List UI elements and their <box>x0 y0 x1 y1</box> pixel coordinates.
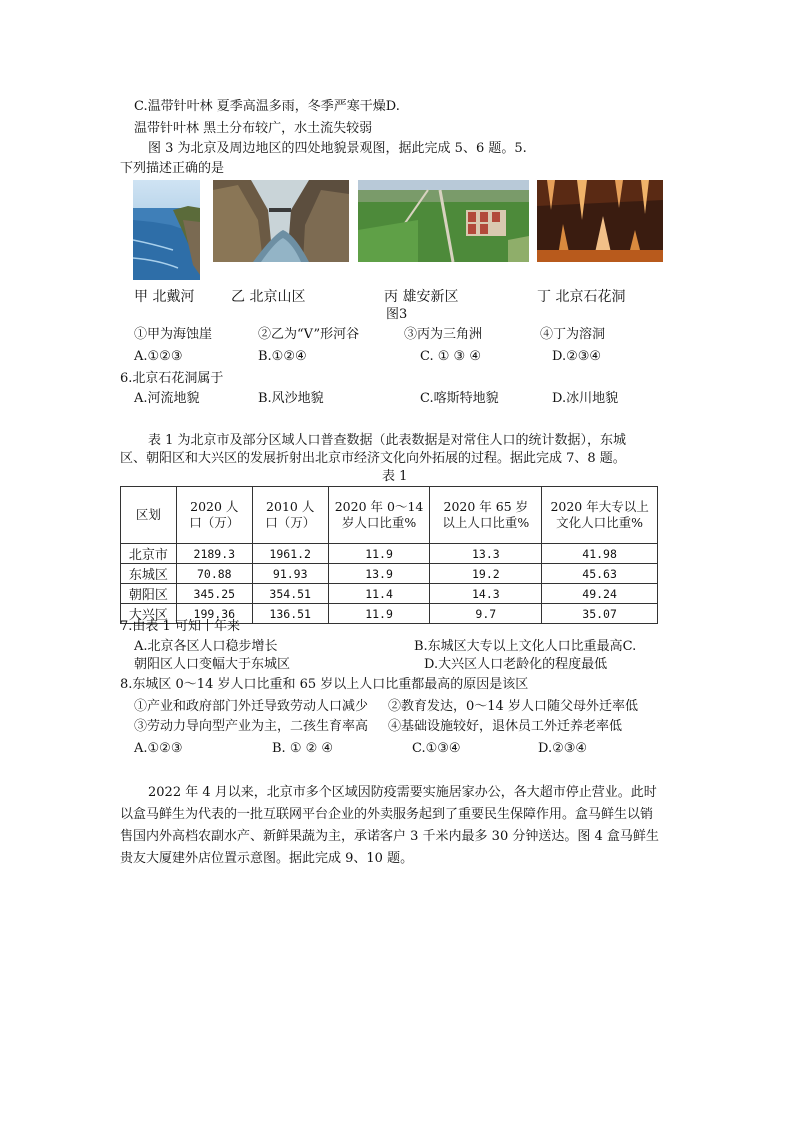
q6-option-a: A.河流地貌 <box>134 391 200 406</box>
table-cell: 朝阳区 <box>121 584 177 604</box>
q8-statement-1: ①产业和政府部门外迁导致劳动人口减少 <box>134 699 369 714</box>
q5-statement-2: ②乙为“V”形河谷 <box>258 327 360 342</box>
q7-stem: 7.由表 1 可知十年来 <box>120 619 240 634</box>
table-cell: 2189.3 <box>176 544 252 564</box>
header-age-65plus: 2020 年 65 岁以上人口比重% <box>430 487 542 544</box>
q5-option-b: B.①②④ <box>258 349 307 364</box>
q8-statement-2: ②教育发达，0～14 岁人口随父母外迁率低 <box>388 699 638 714</box>
table-cell: 14.3 <box>430 584 542 604</box>
q6-option-d: D.冰川地貌 <box>552 391 619 406</box>
table-cell: 11.9 <box>328 544 430 564</box>
q5-stem: 下列描述正确的是 <box>120 161 225 176</box>
q5-statement-3: ③丙为三角洲 <box>404 327 483 342</box>
q5-option-a: A.①②③ <box>134 349 183 364</box>
q7-option-a: A.北京各区人口稳步增长 <box>134 639 278 654</box>
table-row <box>121 544 658 564</box>
photo-label-bing: 丙 雄安新区 <box>384 289 459 305</box>
table-cell: 13.9 <box>328 564 430 584</box>
header-district: 区划 <box>121 487 177 544</box>
population-table <box>120 486 658 624</box>
q5-option-d: D.②③④ <box>552 349 602 364</box>
q8-statement-3: ③劳动力导向型产业为主，二孩生育率高 <box>134 719 369 734</box>
q8-stem: 8.东城区 0～14 岁人口比重和 65 岁以上人口比重都最高的原因是该区 <box>120 677 529 692</box>
table-cell: 49.24 <box>542 584 658 604</box>
table-cell: 11.4 <box>328 584 430 604</box>
q6-option-c: C.喀斯特地貌 <box>420 391 499 406</box>
header-college: 2020 年大专以上文化人口比重% <box>542 487 658 544</box>
table-cell: 9.7 <box>430 604 542 624</box>
table-cell: 大兴区 <box>121 604 177 624</box>
table-cell: 11.9 <box>328 604 430 624</box>
fig3-caption: 图3 <box>386 307 408 322</box>
table-cell: 136.51 <box>252 604 328 624</box>
table-cell: 东城区 <box>121 564 177 584</box>
table-cell: 45.63 <box>542 564 658 584</box>
table1-intro-line1: 表 1 为北京市及部分区域人口普查数据（此表数据是对常住人口的统计数据），东城 <box>148 433 627 448</box>
q4-option-d: 温带针叶林 黑土分布较广，水土流失较弱 <box>134 121 373 136</box>
passage-9-10: 2022 年 4 月以来，北京市多个区域因防疫需要实施居家办公，各大超市停止营业。此时以盒马鲜生为代表的一批互联网平台企业的外卖服务起到了重要民生保障作用。盒马鲜生以销售国内外高档农副水产、新鲜果蔬为主，承诺客户 3 千米内最多 30 分钟送达。图 4 盒马鲜生贵友大厦建外店位置示意图。据此完成 9、10 题。 <box>120 785 659 866</box>
photo-beidaihe <box>133 180 200 280</box>
q4-option-c: C.温带针叶林 夏季高温多雨，冬季严寒干燥D. <box>134 99 400 114</box>
table-cell: 19.2 <box>430 564 542 584</box>
photo-label-yi: 乙 北京山区 <box>231 289 306 305</box>
q6-option-b: B.风沙地貌 <box>258 391 324 406</box>
q8-option-b: B. ① ② ④ <box>272 741 334 756</box>
table-cell: 354.51 <box>252 584 328 604</box>
header-pop-2020: 2020 人口（万） <box>176 487 252 544</box>
fig3-intro: 图 3 为北京及周边地区的四处地貌景观图，据此完成 5、6 题。5. <box>148 141 527 156</box>
table-cell: 199.36 <box>176 604 252 624</box>
photo-beijing-mountain <box>213 180 349 262</box>
table-header-row <box>121 487 658 544</box>
q7-option-d: D.大兴区人口老龄化的程度最低 <box>424 657 608 672</box>
q5-statement-4: ④丁为溶洞 <box>540 327 606 342</box>
table1-caption: 表 1 <box>382 469 408 484</box>
q5-option-c: C. ① ③ ④ <box>420 349 481 364</box>
q7-option-b: B.东城区大专以上文化人口比重最高C. <box>414 639 637 654</box>
q8-option-a: A.①②③ <box>134 741 183 756</box>
q8-option-d: D.②③④ <box>538 741 588 756</box>
table-cell: 345.25 <box>176 584 252 604</box>
header-pop-2010: 2010 人口（万） <box>252 487 328 544</box>
table1-intro-line2: 区、朝阳区和大兴区的发展折射出北京市经济文化向外拓展的过程。据此完成 7、8 题。 <box>120 451 626 466</box>
q5-statement-1: ①甲为海蚀崖 <box>134 327 213 342</box>
table-cell: 70.88 <box>176 564 252 584</box>
table-cell: 91.93 <box>252 564 328 584</box>
q8-statement-4: ④基础设施较好，退休员工外迁养老率低 <box>388 719 623 734</box>
table-cell: 13.3 <box>430 544 542 564</box>
table-cell: 35.07 <box>542 604 658 624</box>
photo-shihua-cave <box>537 180 663 262</box>
photo-xiongan <box>358 180 529 262</box>
photo-label-ding: 丁 北京石花洞 <box>537 289 626 305</box>
table-row <box>121 584 658 604</box>
q8-option-c: C.①③④ <box>412 741 461 756</box>
table-cell: 1961.2 <box>252 544 328 564</box>
table-row <box>121 564 658 584</box>
table-cell: 北京市 <box>121 544 177 564</box>
header-age-0-14: 2020 年 0～14 岁人口比重% <box>328 487 430 544</box>
q7-option-c: 朝阳区人口变幅大于东城区 <box>134 657 291 672</box>
q6-stem: 6.北京石花洞属于 <box>120 371 224 386</box>
table-cell: 41.98 <box>542 544 658 564</box>
photo-label-jia: 甲 北戴河 <box>134 289 195 305</box>
